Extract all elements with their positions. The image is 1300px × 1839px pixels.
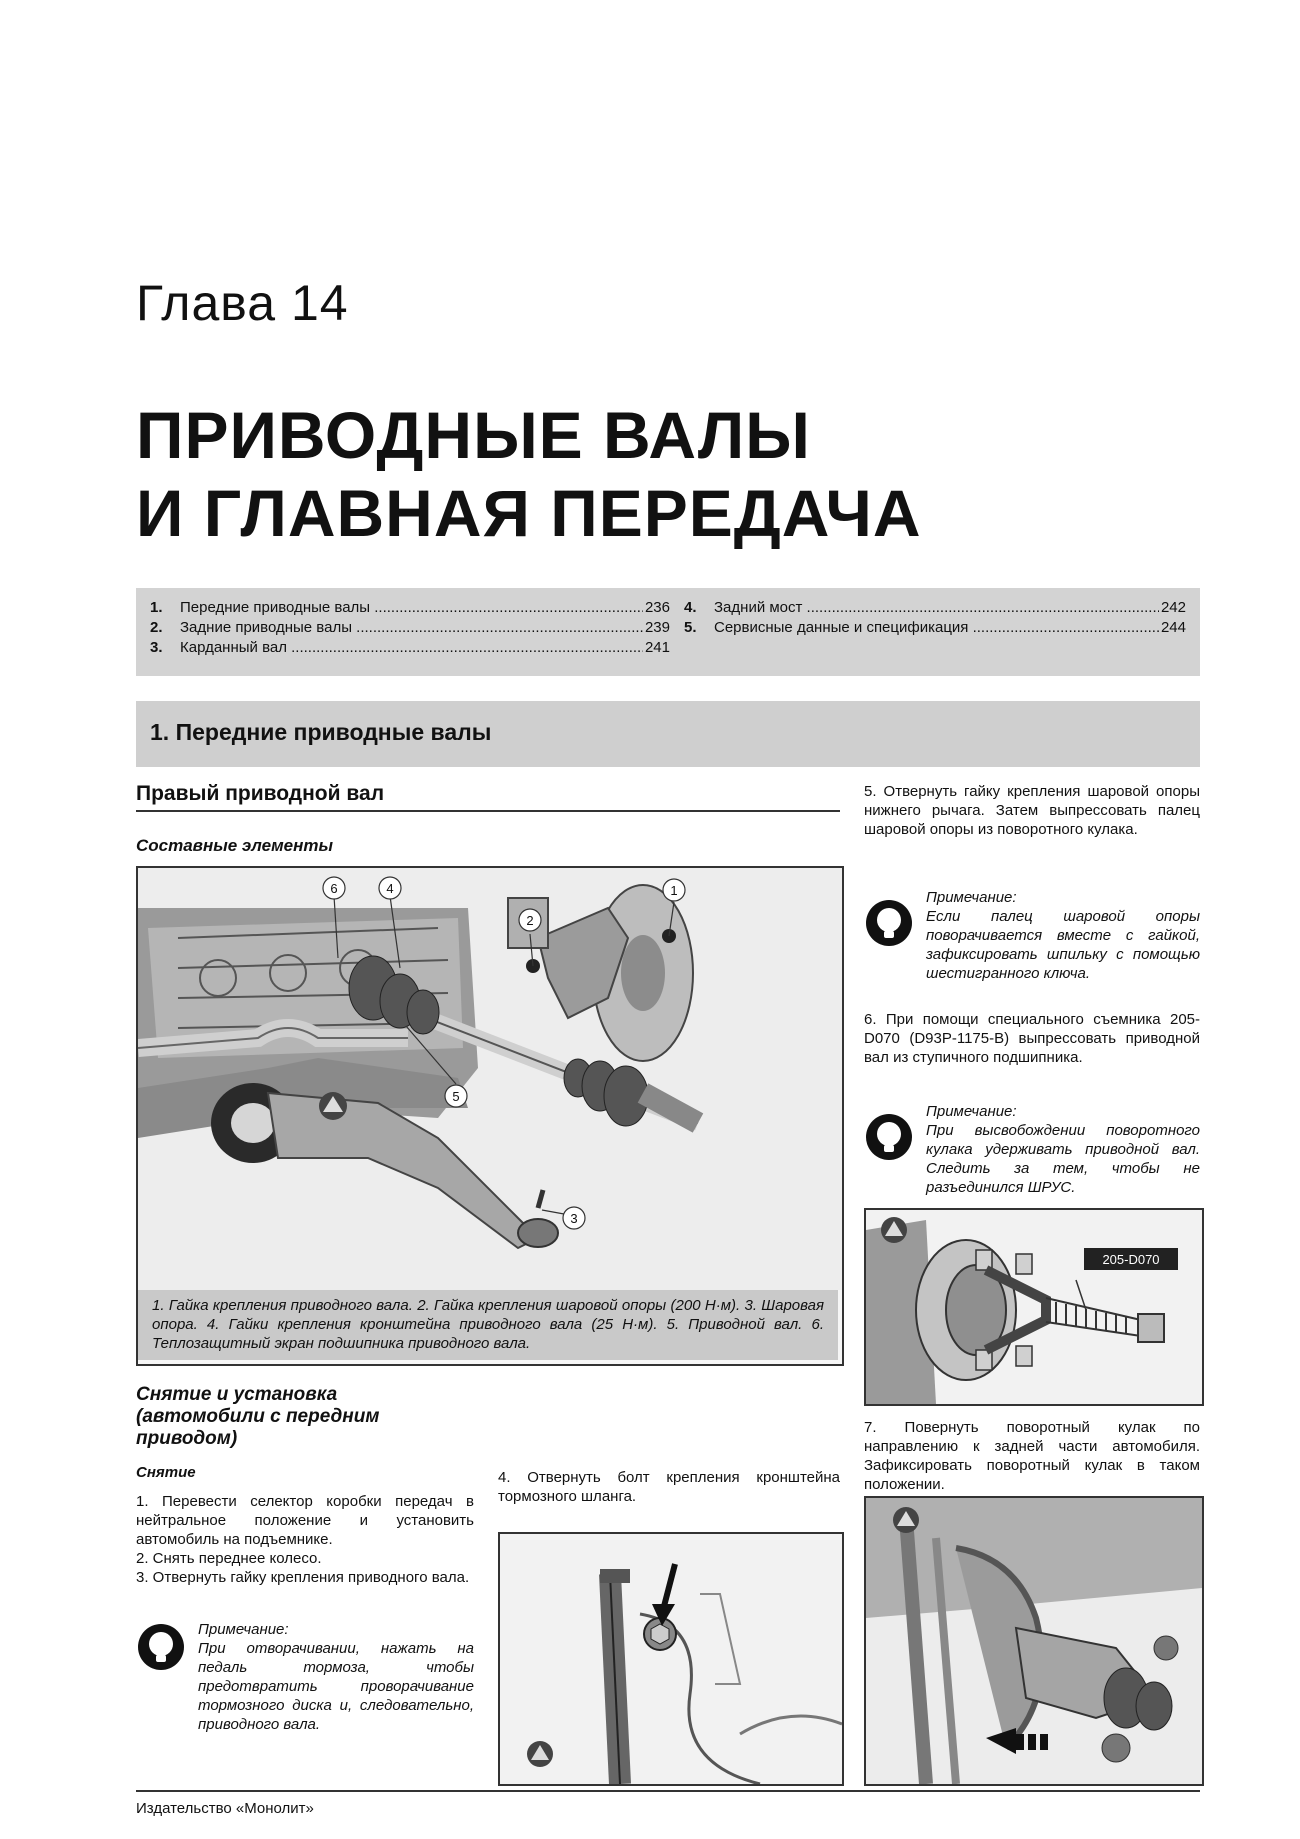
svg-text:4: 4 — [386, 881, 394, 896]
brake-hose-figure — [498, 1532, 844, 1786]
removal-subheading: Снятие — [136, 1464, 196, 1481]
chapter-title-line1: ПРИВОДНЫЕ ВАЛЫ — [136, 398, 811, 472]
note-text-block — [198, 1620, 474, 1734]
tool-label: 205-D070 — [1102, 1252, 1160, 1267]
toc-item[interactable]: 2. Задние приводные валы ..... 239 — [150, 618, 670, 638]
section-header — [136, 701, 1200, 767]
components-figure — [136, 866, 844, 1366]
toc-item[interactable]: 5. Сервисные данные и спецификация ..... 244 — [684, 618, 1186, 638]
note-icon — [864, 1112, 916, 1167]
toc-item[interactable]: 3. Карданный вал ..... 241 — [150, 638, 670, 658]
section-title: 1. Передние приводные валы — [150, 719, 492, 745]
knuckle-illustration — [866, 1498, 1202, 1784]
step-4: 4. Отвернуть болт крепления кронштейна тормозного шланга. — [498, 1469, 840, 1505]
table-of-contents — [136, 588, 1200, 676]
removal-heading — [136, 1384, 436, 1450]
step-1: 1. Перевести селектор коробки передач в нейтральное положение и установить автомобиль на подъемнике. — [136, 1493, 474, 1548]
subsection-rule — [136, 810, 840, 812]
note-icon — [864, 898, 916, 953]
step-7: 7. Повернуть поворотный кулак по направлению к задней части автомобиля. Зафиксировать поворотный кулак в таком положении. — [864, 1419, 1200, 1493]
removal-heading-line2: (автомобили с передним — [136, 1406, 380, 1427]
note-body: Если палец шаровой опоры поворачивается вместе с гайкой, зафиксировать шпильку с помощью шестигранного ключа. — [926, 908, 1200, 982]
note-text-block — [926, 888, 1200, 983]
step-3: 3. Отвернуть гайку крепления приводного вала. — [136, 1569, 470, 1586]
subsection-title: Правый приводной вал — [136, 782, 385, 805]
knuckle-figure — [864, 1496, 1204, 1786]
toc-item[interactable]: 4. Задний мост ..... 242 — [684, 598, 1186, 618]
svg-text:6: 6 — [330, 881, 338, 896]
footer-rule — [136, 1790, 1200, 1792]
toc-item[interactable]: 1. Передние приводные валы ..... 236 — [150, 598, 670, 618]
toc-left-column — [150, 598, 670, 658]
step-6: 6. При помощи специального съемника 205-D070 (D93P-1175-B) выпрессовать приводной вал из ступичного подшипника. — [864, 1011, 1200, 1066]
puller-figure — [864, 1208, 1204, 1406]
removal-steps — [136, 1492, 474, 1587]
svg-text:5: 5 — [452, 1089, 460, 1104]
toc-right-column — [684, 598, 1186, 638]
figure-caption: 1. Гайка крепления приводного вала. 2. Гайка крепления шаровой опоры (200 Н·м). 3. Шаровая опора. 4. Гайки крепления кронштейна приводного вала (25 Н·м). 5. Приводной вал. 6. Теплозащитный экран подшипника приводного вала. — [138, 1290, 838, 1360]
publisher-footer: Издательство «Монолит» — [136, 1800, 314, 1817]
note-text-block — [926, 1102, 1200, 1197]
chapter-label: Глава 14 — [136, 275, 349, 331]
svg-text:1: 1 — [670, 883, 678, 898]
note-label: Примечание: — [926, 1103, 1017, 1120]
step-5: 5. Отвернуть гайку крепления шаровой опоры нижнего рычага. Затем выпрессовать палец шаровой опоры из поворотного кулака. — [864, 783, 1200, 838]
note-label: Примечание: — [198, 1621, 289, 1638]
brake-hose-illustration — [500, 1534, 842, 1784]
removal-heading-line1: Снятие и установка — [136, 1384, 338, 1405]
chapter-title-line2: И ГЛАВНАЯ ПЕРЕДАЧА — [136, 476, 922, 550]
suspension-illustration — [138, 868, 842, 1290]
chapter-title — [136, 396, 921, 552]
note-icon — [136, 1622, 188, 1677]
removal-heading-line3: приводом) — [136, 1428, 238, 1449]
note-body: При высвобождении поворотного кулака удерживать приводной вал. Следить за тем, чтобы не разъединился ШРУС. — [926, 1122, 1200, 1196]
components-heading: Составные элементы — [136, 836, 334, 855]
step-2: 2. Снять переднее колесо. — [136, 1550, 322, 1567]
note-body: При отворачивании, нажать на педаль тормоза, чтобы предотвратить проворачивание тормозного диска и, следовательно, приводного вала. — [198, 1640, 474, 1733]
note-label: Примечание: — [926, 889, 1017, 906]
puller-illustration — [866, 1210, 1202, 1404]
svg-text:3: 3 — [570, 1211, 578, 1226]
svg-text:2: 2 — [526, 913, 534, 928]
